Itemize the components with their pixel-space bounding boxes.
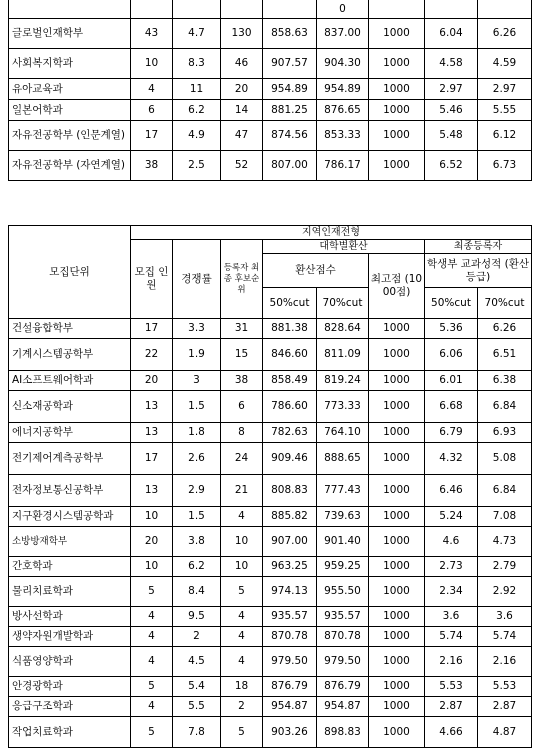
cell-score-70cut: 837.00 bbox=[317, 19, 369, 49]
cell-grade-70cut: 2.87 bbox=[478, 697, 532, 717]
cell-max-score bbox=[369, 0, 425, 19]
header-grade-50: 50%cut bbox=[425, 288, 478, 319]
cell-quota: 13 bbox=[131, 475, 173, 507]
cell-unit-name: 일본어학과 bbox=[9, 100, 131, 121]
table-row bbox=[9, 79, 532, 100]
cell-score-50cut: 846.60 bbox=[263, 339, 317, 371]
cell-score-70cut: 904.30 bbox=[317, 49, 369, 79]
cell-score-70cut: 888.65 bbox=[317, 443, 369, 475]
cell-grade-70cut: 6.51 bbox=[478, 339, 532, 371]
cell-score-50cut: 974.13 bbox=[263, 577, 317, 607]
cell-quota: 4 bbox=[131, 697, 173, 717]
table-row bbox=[9, 19, 532, 49]
header-score-70: 70%cut bbox=[317, 288, 369, 319]
table2-body bbox=[9, 319, 532, 748]
cell-max-score: 1000 bbox=[369, 443, 425, 475]
cell-rate: 7.8 bbox=[173, 717, 221, 748]
cell-quota: 17 bbox=[131, 443, 173, 475]
cell-grade-50cut: 2.87 bbox=[425, 697, 478, 717]
cell-quota: 20 bbox=[131, 527, 173, 557]
cell-rate: 1.5 bbox=[173, 391, 221, 423]
cell-score-70cut: 955.50 bbox=[317, 577, 369, 607]
cell-rate: 5.4 bbox=[173, 677, 221, 697]
cell-unit-name: 유아교육과 bbox=[9, 79, 131, 100]
table-row bbox=[9, 475, 532, 507]
cell-score-70cut: 777.43 bbox=[317, 475, 369, 507]
cell-grade-70cut: 4.73 bbox=[478, 527, 532, 557]
cell-quota bbox=[131, 0, 173, 19]
cell-unit-name: AI소프트웨어학과 bbox=[9, 371, 131, 391]
cell-grade-70cut: 2.97 bbox=[478, 79, 532, 100]
cell-unit-name: 물리치료학과 bbox=[9, 577, 131, 607]
cell-grade-70cut: 6.73 bbox=[478, 151, 532, 181]
cell-score-70cut: 979.50 bbox=[317, 647, 369, 677]
cell-max-score: 1000 bbox=[369, 677, 425, 697]
cell-max-score: 1000 bbox=[369, 371, 425, 391]
cell-quota: 5 bbox=[131, 717, 173, 748]
table1-body bbox=[9, 0, 532, 181]
cell-rank: 24 bbox=[221, 443, 263, 475]
cell-rate: 1.5 bbox=[173, 507, 221, 527]
cell-unit-name: 건설융합학부 bbox=[9, 319, 131, 339]
cell-rank bbox=[221, 0, 263, 19]
cell-unit-name: 응급구조학과 bbox=[9, 697, 131, 717]
cell-rate: 2.5 bbox=[173, 151, 221, 181]
cell-rank: 15 bbox=[221, 339, 263, 371]
cell-grade-70cut: 4.59 bbox=[478, 49, 532, 79]
table-row bbox=[9, 339, 532, 371]
cell-grade-50cut: 6.46 bbox=[425, 475, 478, 507]
cell-grade-50cut: 5.24 bbox=[425, 507, 478, 527]
table-row bbox=[9, 607, 532, 627]
cell-quota: 5 bbox=[131, 577, 173, 607]
regional-talent-admission-table bbox=[8, 225, 532, 748]
cell-max-score: 1000 bbox=[369, 507, 425, 527]
cell-grade-50cut: 4.58 bbox=[425, 49, 478, 79]
cell-rate: 4.9 bbox=[173, 121, 221, 151]
cell-unit-name: 에너지공학부 bbox=[9, 423, 131, 443]
cell-quota: 10 bbox=[131, 507, 173, 527]
cell-score-70cut: 935.57 bbox=[317, 607, 369, 627]
cell-rate: 3.3 bbox=[173, 319, 221, 339]
cell-unit-name: 간호학과 bbox=[9, 557, 131, 577]
cell-score-70cut: 828.64 bbox=[317, 319, 369, 339]
cell-score-70cut: 870.78 bbox=[317, 627, 369, 647]
cell-grade-70cut: 6.84 bbox=[478, 475, 532, 507]
cell-max-score: 1000 bbox=[369, 121, 425, 151]
cell-score-70cut: 876.65 bbox=[317, 100, 369, 121]
cell-grade-70cut: 5.53 bbox=[478, 677, 532, 697]
header-grade: 학생부 교과성적 (환산등급) bbox=[425, 254, 532, 288]
cell-grade-50cut: 4.6 bbox=[425, 527, 478, 557]
cell-quota: 4 bbox=[131, 647, 173, 677]
cell-grade-50cut: 6.04 bbox=[425, 19, 478, 49]
cell-grade-70cut: 5.55 bbox=[478, 100, 532, 121]
table-row bbox=[9, 371, 532, 391]
cell-quota: 4 bbox=[131, 627, 173, 647]
cell-grade-70cut: 3.6 bbox=[478, 607, 532, 627]
cell-rate: 8.3 bbox=[173, 49, 221, 79]
cell-grade-50cut: 5.36 bbox=[425, 319, 478, 339]
cell-rate: 1.9 bbox=[173, 339, 221, 371]
header-score: 환산점수 bbox=[263, 254, 369, 288]
cell-rank: 18 bbox=[221, 677, 263, 697]
cell-max-score: 1000 bbox=[369, 607, 425, 627]
cell-unit-name: 소방방재학부 bbox=[9, 527, 131, 557]
cell-max-score: 1000 bbox=[369, 527, 425, 557]
table-row bbox=[9, 121, 532, 151]
cell-score-50cut: 808.83 bbox=[263, 475, 317, 507]
table-row bbox=[9, 697, 532, 717]
table2-header bbox=[9, 226, 532, 319]
cell-rate: 3 bbox=[173, 371, 221, 391]
cell-grade-70cut: 4.87 bbox=[478, 717, 532, 748]
header-rank: 등록자 최종 후보순위 bbox=[221, 240, 263, 319]
cell-grade-70cut: 6.26 bbox=[478, 19, 532, 49]
cell-quota: 22 bbox=[131, 339, 173, 371]
cell-grade-70cut: 6.84 bbox=[478, 391, 532, 423]
cell-grade-50cut: 6.01 bbox=[425, 371, 478, 391]
cell-max-score: 1000 bbox=[369, 339, 425, 371]
cell-score-50cut: 782.63 bbox=[263, 423, 317, 443]
cell-grade-50cut: 2.16 bbox=[425, 647, 478, 677]
header-grade-70: 70%cut bbox=[478, 288, 532, 319]
admission-table-continued bbox=[8, 0, 532, 181]
cell-rank: 4 bbox=[221, 627, 263, 647]
cell-score-50cut: 858.63 bbox=[263, 19, 317, 49]
cell-grade-50cut: 5.46 bbox=[425, 100, 478, 121]
cell-score-70cut: 901.40 bbox=[317, 527, 369, 557]
table-row bbox=[9, 0, 532, 19]
table-row bbox=[9, 391, 532, 423]
table-row bbox=[9, 319, 532, 339]
cell-score-50cut: 935.57 bbox=[263, 607, 317, 627]
cell-score-70cut: 739.63 bbox=[317, 507, 369, 527]
cell-rank: 38 bbox=[221, 371, 263, 391]
header-unit: 모집단위 bbox=[9, 226, 131, 319]
cell-unit-name: 생약자원개발학과 bbox=[9, 627, 131, 647]
cell-score-50cut: 858.49 bbox=[263, 371, 317, 391]
cell-grade-50cut: 4.32 bbox=[425, 443, 478, 475]
cell-rank: 2 bbox=[221, 697, 263, 717]
cell-quota: 4 bbox=[131, 79, 173, 100]
cell-rank: 21 bbox=[221, 475, 263, 507]
cell-score-70cut: 764.10 bbox=[317, 423, 369, 443]
cell-grade-70cut: 6.38 bbox=[478, 371, 532, 391]
cell-max-score: 1000 bbox=[369, 647, 425, 677]
cell-max-score: 1000 bbox=[369, 151, 425, 181]
cell-quota: 6 bbox=[131, 100, 173, 121]
cell-score-70cut: 954.87 bbox=[317, 697, 369, 717]
cell-unit-name: 작업치료학과 bbox=[9, 717, 131, 748]
cell-unit-name: 자유전공학부 (자연계열) bbox=[9, 151, 131, 181]
cell-max-score: 1000 bbox=[369, 577, 425, 607]
cell-grade-70cut: 6.12 bbox=[478, 121, 532, 151]
cell-grade-70cut: 2.79 bbox=[478, 557, 532, 577]
cell-quota: 17 bbox=[131, 121, 173, 151]
cell-score-70cut: 959.25 bbox=[317, 557, 369, 577]
cell-grade-70cut: 2.16 bbox=[478, 647, 532, 677]
cell-rate: 8.4 bbox=[173, 577, 221, 607]
cell-rate: 9.5 bbox=[173, 607, 221, 627]
cell-grade-50cut: 6.79 bbox=[425, 423, 478, 443]
cell-grade-70cut: 6.93 bbox=[478, 423, 532, 443]
cell-rate: 11 bbox=[173, 79, 221, 100]
cell-score-70cut: 853.33 bbox=[317, 121, 369, 151]
cell-rank: 10 bbox=[221, 527, 263, 557]
cell-unit-name: 사회복지학과 bbox=[9, 49, 131, 79]
cell-grade-50cut: 5.48 bbox=[425, 121, 478, 151]
cell-score-50cut: 903.26 bbox=[263, 717, 317, 748]
cell-rate: 3.8 bbox=[173, 527, 221, 557]
cell-unit-name: 자유전공학부 (인문계열) bbox=[9, 121, 131, 151]
cell-score-50cut: 786.60 bbox=[263, 391, 317, 423]
table-row bbox=[9, 557, 532, 577]
cell-grade-50cut: 6.68 bbox=[425, 391, 478, 423]
cell-score-50cut: 954.87 bbox=[263, 697, 317, 717]
cell-rank: 31 bbox=[221, 319, 263, 339]
cell-grade-50cut: 6.06 bbox=[425, 339, 478, 371]
cell-max-score: 1000 bbox=[369, 423, 425, 443]
cell-rate: 2 bbox=[173, 627, 221, 647]
cell-rank: 4 bbox=[221, 507, 263, 527]
cell-score-50cut: 885.82 bbox=[263, 507, 317, 527]
cell-rate: 2.9 bbox=[173, 475, 221, 507]
cell-score-70cut: 773.33 bbox=[317, 391, 369, 423]
cell-quota: 4 bbox=[131, 607, 173, 627]
cell-grade-50cut: 6.52 bbox=[425, 151, 478, 181]
table-row bbox=[9, 507, 532, 527]
cell-max-score: 1000 bbox=[369, 557, 425, 577]
table-row bbox=[9, 647, 532, 677]
cell-unit-name: 안경광학과 bbox=[9, 677, 131, 697]
cell-grade-70cut bbox=[478, 0, 532, 19]
cell-rank: 4 bbox=[221, 607, 263, 627]
cell-rate: 6.2 bbox=[173, 100, 221, 121]
cell-rate: 5.5 bbox=[173, 697, 221, 717]
cell-rank: 14 bbox=[221, 100, 263, 121]
cell-score-50cut: 907.57 bbox=[263, 49, 317, 79]
cell-grade-50cut: 2.34 bbox=[425, 577, 478, 607]
header-max: 최고점 (1000점) bbox=[369, 254, 425, 319]
cell-rank: 5 bbox=[221, 577, 263, 607]
table-row bbox=[9, 443, 532, 475]
cell-max-score: 1000 bbox=[369, 19, 425, 49]
cell-rank: 20 bbox=[221, 79, 263, 100]
cell-grade-70cut: 7.08 bbox=[478, 507, 532, 527]
cell-score-50cut: 807.00 bbox=[263, 151, 317, 181]
cell-score-50cut: 874.56 bbox=[263, 121, 317, 151]
cell-score-70cut: 876.79 bbox=[317, 677, 369, 697]
cell-score-70cut: 786.17 bbox=[317, 151, 369, 181]
cell-rate: 6.2 bbox=[173, 557, 221, 577]
cell-grade-50cut: 5.53 bbox=[425, 677, 478, 697]
cell-unit-name: 식품영양학과 bbox=[9, 647, 131, 677]
table-row bbox=[9, 151, 532, 181]
cell-quota: 13 bbox=[131, 391, 173, 423]
table-row bbox=[9, 49, 532, 79]
cell-quota: 10 bbox=[131, 49, 173, 79]
table-row bbox=[9, 423, 532, 443]
table-row bbox=[9, 717, 532, 748]
cell-grade-70cut: 5.74 bbox=[478, 627, 532, 647]
cell-score-50cut: 909.46 bbox=[263, 443, 317, 475]
cell-max-score: 1000 bbox=[369, 391, 425, 423]
cell-rank: 47 bbox=[221, 121, 263, 151]
table-row bbox=[9, 627, 532, 647]
cell-score-50cut: 881.25 bbox=[263, 100, 317, 121]
cell-grade-50cut bbox=[425, 0, 478, 19]
cell-score-50cut: 963.25 bbox=[263, 557, 317, 577]
cell-unit-name bbox=[9, 0, 131, 19]
header-quota: 모집 인원 bbox=[131, 240, 173, 319]
cell-rate: 2.6 bbox=[173, 443, 221, 475]
cell-quota: 5 bbox=[131, 677, 173, 697]
cell-score-70cut: 819.24 bbox=[317, 371, 369, 391]
cell-quota: 10 bbox=[131, 557, 173, 577]
cell-grade-50cut: 5.74 bbox=[425, 627, 478, 647]
table-row bbox=[9, 577, 532, 607]
cell-rank: 5 bbox=[221, 717, 263, 748]
cell-rank: 46 bbox=[221, 49, 263, 79]
cell-rank: 52 bbox=[221, 151, 263, 181]
cell-max-score: 1000 bbox=[369, 627, 425, 647]
cell-max-score: 1000 bbox=[369, 475, 425, 507]
cell-unit-name: 전자정보통신공학부 bbox=[9, 475, 131, 507]
cell-grade-70cut: 2.92 bbox=[478, 577, 532, 607]
header-score-50: 50%cut bbox=[263, 288, 317, 319]
cell-grade-70cut: 6.26 bbox=[478, 319, 532, 339]
cell-quota: 13 bbox=[131, 423, 173, 443]
cell-max-score: 1000 bbox=[369, 697, 425, 717]
cell-quota: 17 bbox=[131, 319, 173, 339]
cell-rank: 4 bbox=[221, 647, 263, 677]
cell-quota: 38 bbox=[131, 151, 173, 181]
cell-max-score: 1000 bbox=[369, 319, 425, 339]
cell-rank: 8 bbox=[221, 423, 263, 443]
table-row bbox=[9, 527, 532, 557]
cell-score-70cut: 898.83 bbox=[317, 717, 369, 748]
cell-grade-50cut: 3.6 bbox=[425, 607, 478, 627]
cell-unit-name: 방사선학과 bbox=[9, 607, 131, 627]
cell-unit-name: 기계시스템공학부 bbox=[9, 339, 131, 371]
cell-score-50cut bbox=[263, 0, 317, 19]
cell-quota: 43 bbox=[131, 19, 173, 49]
cell-unit-name: 신소재공학과 bbox=[9, 391, 131, 423]
cell-unit-name: 글로벌인재학부 bbox=[9, 19, 131, 49]
cell-max-score: 1000 bbox=[369, 100, 425, 121]
cell-grade-50cut: 2.73 bbox=[425, 557, 478, 577]
cell-rate: 4.5 bbox=[173, 647, 221, 677]
header-univ: 대학별환산 bbox=[263, 240, 425, 254]
cell-unit-name: 지구환경시스템공학과 bbox=[9, 507, 131, 527]
cell-quota: 20 bbox=[131, 371, 173, 391]
cell-grade-70cut: 5.08 bbox=[478, 443, 532, 475]
cell-unit-name: 전기제어계측공학부 bbox=[9, 443, 131, 475]
cell-grade-50cut: 4.66 bbox=[425, 717, 478, 748]
cell-rate: 4.7 bbox=[173, 19, 221, 49]
cell-max-score: 1000 bbox=[369, 717, 425, 748]
cell-rank: 6 bbox=[221, 391, 263, 423]
cell-score-50cut: 876.79 bbox=[263, 677, 317, 697]
header-final: 최종등록자 bbox=[425, 240, 532, 254]
cell-rank: 130 bbox=[221, 19, 263, 49]
cell-score-50cut: 870.78 bbox=[263, 627, 317, 647]
cell-score-70cut: 0 bbox=[317, 0, 369, 19]
cell-score-50cut: 954.89 bbox=[263, 79, 317, 100]
cell-max-score: 1000 bbox=[369, 49, 425, 79]
cell-score-50cut: 979.50 bbox=[263, 647, 317, 677]
table-row bbox=[9, 100, 532, 121]
header-group: 지역인재전형 bbox=[131, 226, 532, 240]
cell-score-70cut: 954.89 bbox=[317, 79, 369, 100]
cell-rate bbox=[173, 0, 221, 19]
cell-max-score: 1000 bbox=[369, 79, 425, 100]
cell-rate: 1.8 bbox=[173, 423, 221, 443]
header-rate: 경쟁률 bbox=[173, 240, 221, 319]
cell-score-50cut: 881.38 bbox=[263, 319, 317, 339]
cell-rank: 10 bbox=[221, 557, 263, 577]
cell-grade-50cut: 2.97 bbox=[425, 79, 478, 100]
table-row bbox=[9, 677, 532, 697]
cell-score-70cut: 811.09 bbox=[317, 339, 369, 371]
cell-score-50cut: 907.00 bbox=[263, 527, 317, 557]
